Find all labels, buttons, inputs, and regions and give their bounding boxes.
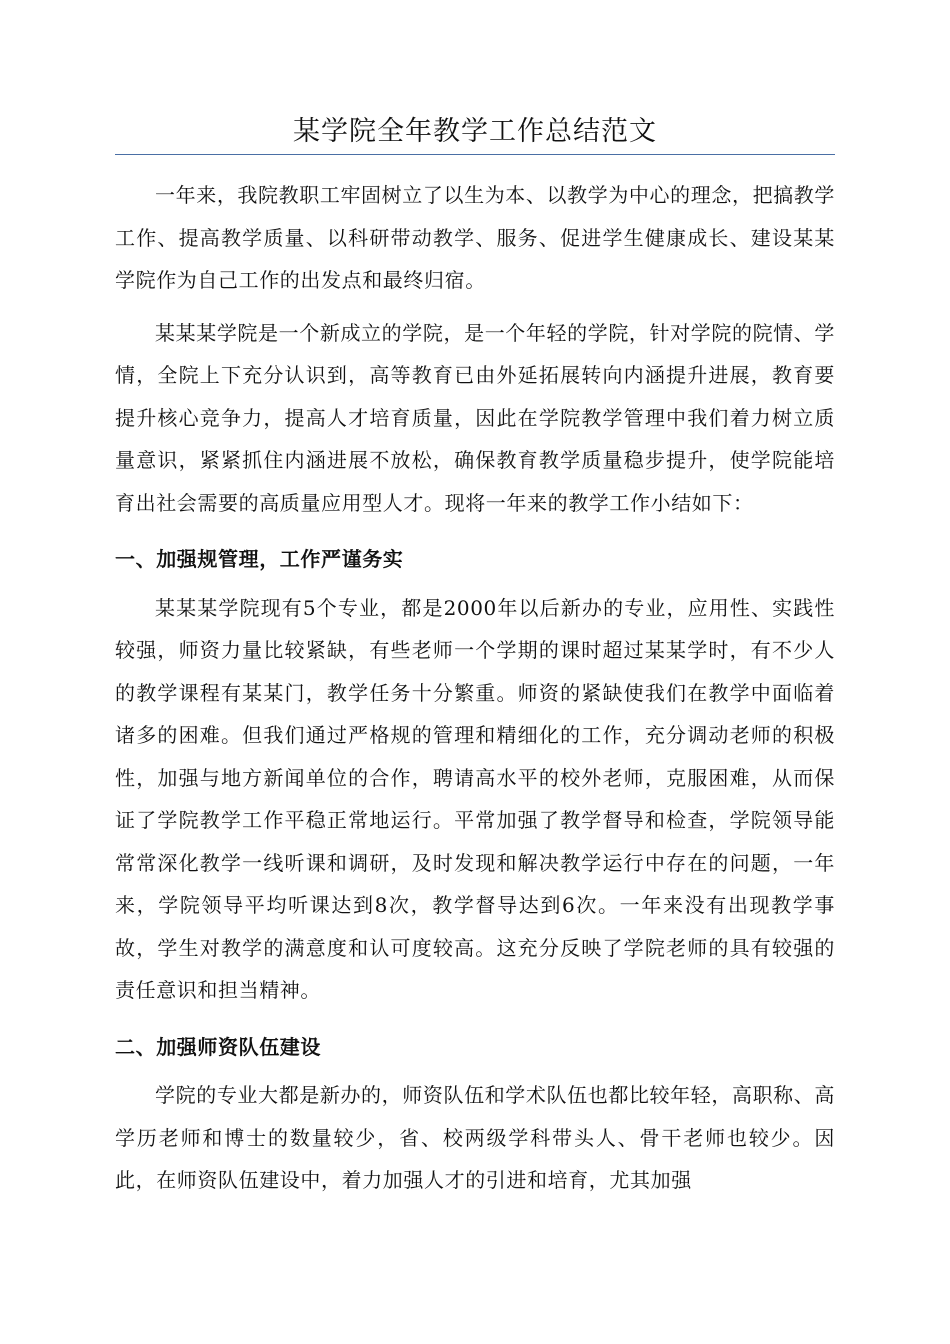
document-body xyxy=(115,174,835,1202)
document-title: 某学院全年教学工作总结范文 xyxy=(293,116,657,147)
section-heading-2: 二、加强师资队伍建设 xyxy=(115,1034,321,1059)
section-2-paragraph: 学院的专业大都是新办的，师资队伍和学术队伍也都比较年轻，高职称、高学历老师和博士的数量较少，省、校两级学科带头人、骨干老师也较少。因此，在师资队伍建设中，着力加强人才的引进和培育，尤其加强 xyxy=(115,1083,835,1192)
intro-paragraph-2: 某某某学院是一个新成立的学院，是一个年轻的学院，针对学院的院情、学情，全院上下充分认识到，高等教育已由外延拓展转向内涵提升进展，教育要提升核心竞争力，提高人才培育质量，因此在学院教学管理中我们着力树立质量意识，紧紧抓住内涵进展不放松，确保教育教学质量稳步提升，使学院能培育出社会需要的高质量应用型人才。现将一年来的教学工作小结如下： xyxy=(115,320,835,515)
section-heading-1: 一、加强规管理，工作严谨务实 xyxy=(115,547,404,571)
intro-paragraph-1: 一年来，我院教职工牢固树立了以生为本、以教学为中心的理念，把搞教学工作、提高教学质量、以科研带动教学、服务、促进学生健康成长、建设某某学院作为自己工作的出发点和最终归宿。 xyxy=(115,183,835,292)
section-1-paragraph: 某某某学院现有5个专业，都是2000年以后新办的专业，应用性、实践性较强，师资力量比较紧缺，有些老师一个学期的课时超过某某学时，有不少人的教学课程有某某门，教学任务十分繁重。师资的紧缺使我们在教学中面临着诸多的困难。但我们通过严格规的管理和精细化的工作，充分调动老师的积极性，加强与地方新闻单位的合作，聘请高水平的校外老师，克服困难，从而保证了学院教学工作平稳正常地运行。平常加强了教学督导和检查，学院领导能常常深化教学一线听课和调研，及时发现和解决教学运行中存在的问题，一年来，学院领导平均听课达到8次，教学督导达到6次。一年来没有出现教学事故，学生对教学的满意度和认可度较高。这充分反映了学院老师的具有较强的责任意识和担当精神。 xyxy=(115,595,835,1002)
title-underline xyxy=(115,154,835,155)
